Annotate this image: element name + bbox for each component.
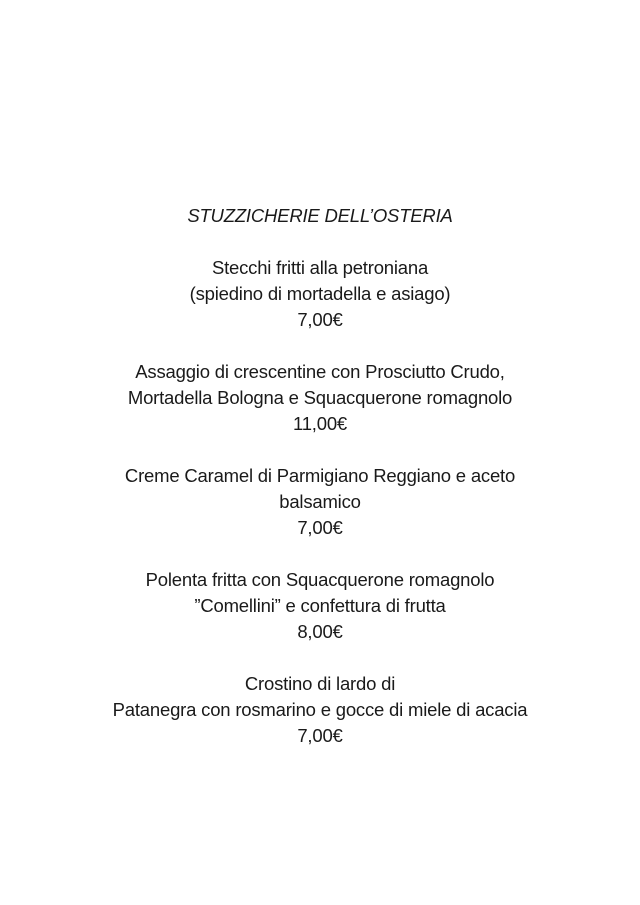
item-description-line: Mortadella Bologna e Squacquerone romagnolo [127,387,513,408]
menu-page [0,203,640,775]
item-price: 7,00€ [297,725,343,746]
item-description-line: (spiedino di mortadella e asiago) [189,283,451,304]
item-description-line: Crostino di lardo di [244,673,396,694]
item-price: 11,00€ [292,413,347,434]
menu-item [0,671,640,749]
menu-item [0,359,640,437]
item-description-line: Creme Caramel di Parmigiano Reggiano e aceto [124,465,516,486]
menu-item [0,463,640,541]
item-description-line: Assaggio di crescentine con Prosciutto Crudo, [135,361,505,382]
item-description-line: Stecchi fritti alla petroniana [211,257,429,278]
menu-item [0,255,640,333]
item-price: 7,00€ [297,309,343,330]
section-title: STUZZICHERIE DELL’OSTERIA [187,205,453,226]
item-description-line: ”Comellini” e confettura di frutta [194,595,446,616]
item-price: 8,00€ [297,621,343,642]
menu-item [0,567,640,645]
item-description-line: Patanegra con rosmarino e gocce di miele di acacia [112,699,528,720]
item-price: 7,00€ [297,517,343,538]
item-description-line: balsamico [279,491,361,512]
item-description-line: Polenta fritta con Squacquerone romagnolo [145,569,495,590]
